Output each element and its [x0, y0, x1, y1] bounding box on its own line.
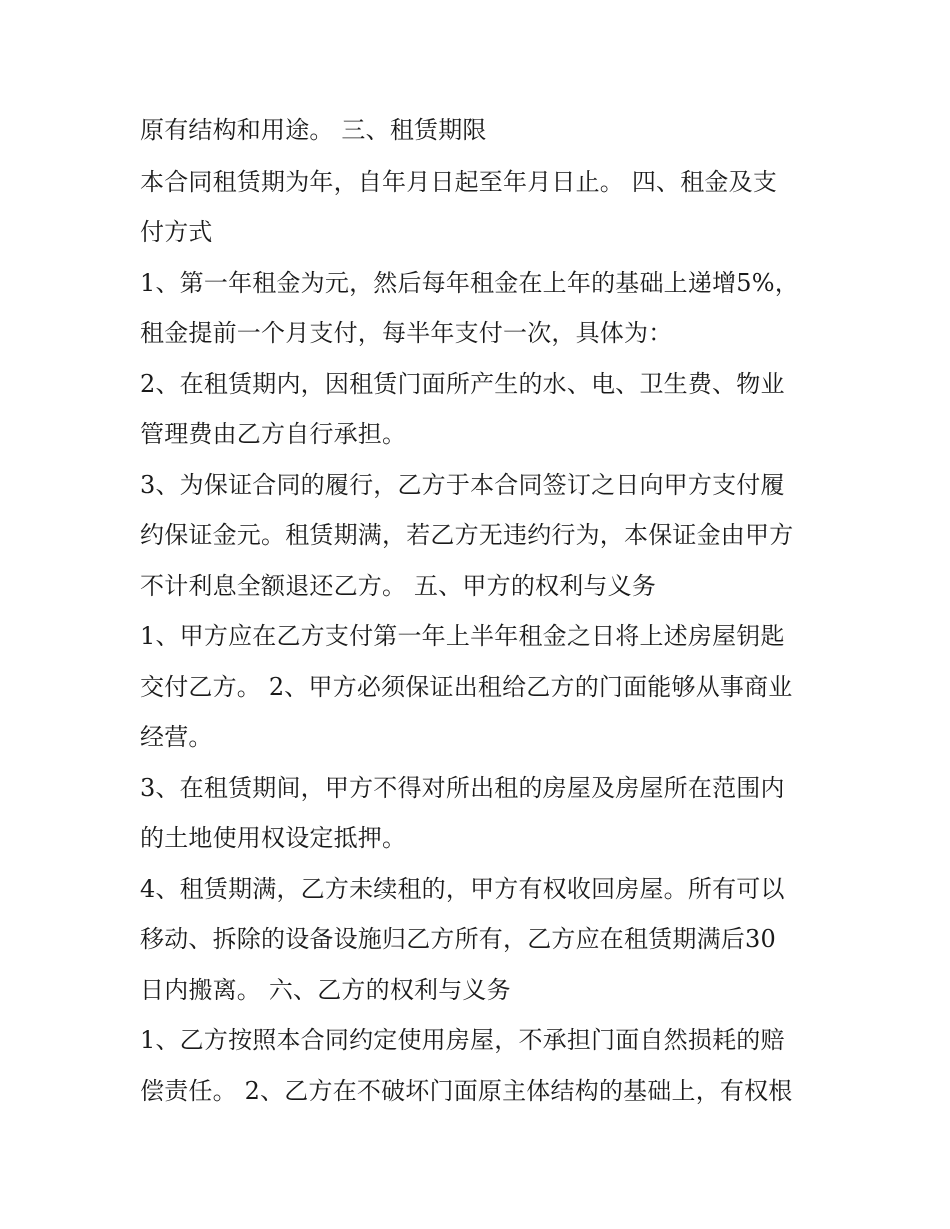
text-line: 经营。 [140, 723, 213, 751]
text-line: 4、租赁期满，乙方未续租的，甲方有权收回房屋。所有可以 [140, 875, 785, 903]
text-line: 交付乙方。 2、甲方必须保证出租给乙方的门面能够从事商业 [140, 673, 793, 701]
text-line: 约保证金元。租赁期满，若乙方无违约行为，本保证金由甲方 [140, 521, 794, 549]
text-line: 不计利息全额退还乙方。 五、甲方的权利与义务 [140, 572, 657, 600]
text-line: 3、在租赁期间，甲方不得对所出租的房屋及房屋所在范围内 [140, 774, 785, 802]
text-line: 2、在租赁期内，因租赁门面所产生的水、电、卫生费、物业 [140, 370, 785, 398]
text-line: 1、甲方应在乙方支付第一年上半年租金之日将上述房屋钥匙 [140, 622, 785, 650]
text-line: 的土地使用权设定抵押。 [140, 824, 407, 852]
text-line: 本合同租赁期为年，自年月日起至年月日止。 四、租金及支 [140, 168, 778, 196]
text-line: 租金提前一个月支付，每半年支付一次，具体为： [140, 319, 673, 347]
text-line: 3、为保证合同的履行，乙方于本合同签订之日向甲方支付履 [140, 471, 785, 499]
text-line: 1、第一年租金为元，然后每年租金在上年的基础上递增5%， [140, 269, 799, 297]
text-line: 付方式 [140, 218, 213, 246]
text-line: 日内搬离。 六、乙方的权利与义务 [140, 976, 511, 1004]
text-line: 偿责任。 2、乙方在不破坏门面原主体结构的基础上，有权根 [140, 1077, 793, 1105]
text-line: 管理费由乙方自行承担。 [140, 420, 407, 448]
text-line: 1、乙方按照本合同约定使用房屋，不承担门面自然损耗的赔 [140, 1026, 785, 1054]
text-line: 移动、拆除的设备设施归乙方所有，乙方应在租赁期满后30 [140, 925, 776, 953]
text-line: 原有结构和用途。 三、租赁期限 [140, 116, 487, 144]
